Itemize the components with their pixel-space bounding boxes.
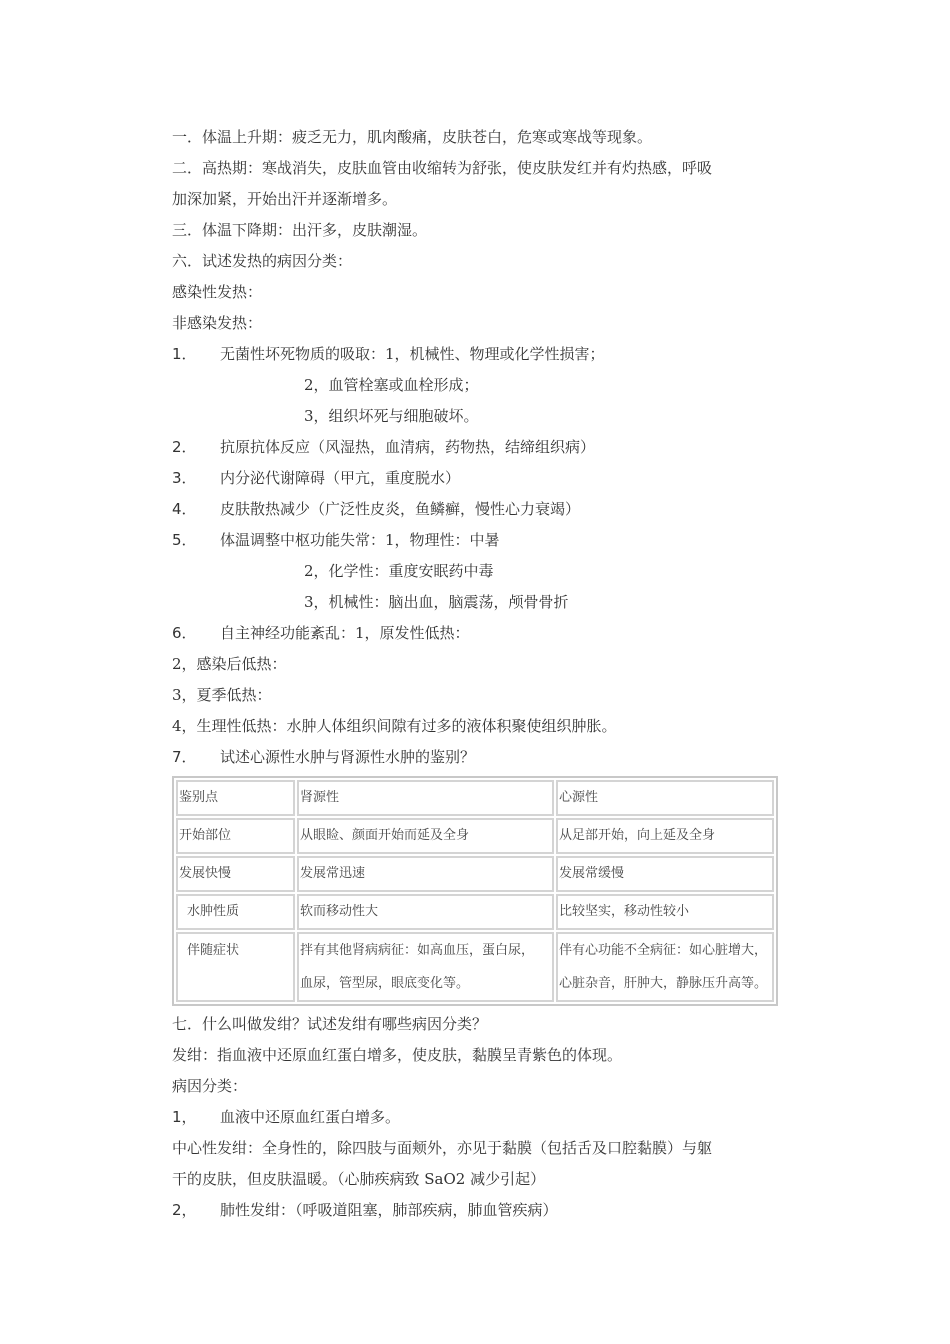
list-subitem: 2，血管栓塞或血栓形成； [304,376,479,394]
paragraph: 加深加紧，开始出汗并逐渐增多。 [172,190,398,208]
table-header-cell: 肾源性 [297,780,554,816]
list-item: 1． 无菌性坏死物质的吸取：1，机械性、物理或化学性损害； [172,345,605,363]
table-cell: 伴随症状 [176,932,295,1002]
paragraph: 非感染发热： [172,314,263,332]
section-heading: 六．试述发热的病因分类： [172,252,353,270]
paragraph: 二．高热期：寒战消失，皮肤血管由收缩转为舒张，使皮肤发红并有灼热感，呼吸 [172,159,713,177]
table-cell: 从足部开始，向上延及全身 [556,818,774,854]
list-subitem: 3，机械性：脑出血，脑震荡，颅骨骨折 [304,593,569,611]
edema-comparison-table [172,776,778,1006]
table-cell: 伴有心功能不全病征：如心脏增大， 心脏杂音，肝肿大，静脉压升高等。 [556,932,774,1002]
list-subitem: 2，化学性：重度安眠药中毒 [304,562,494,580]
table-cell: 水肿性质 [176,894,295,930]
paragraph: 发绀：指血液中还原血红蛋白增多，使皮肤，黏膜呈青紫色的体现。 [172,1046,623,1064]
table-row [176,894,774,930]
table-cell: 发展常迅速 [297,856,554,892]
paragraph: 病因分类： [172,1077,248,1095]
paragraph: 3，夏季低热： [172,686,272,704]
list-item: 2． 抗原抗体反应（风湿热，血清病，药物热，结缔组织病） [172,438,596,456]
table-header-cell: 心源性 [556,780,774,816]
table-header-cell: 鉴别点 [176,780,295,816]
list-item: 1， 血液中还原血红蛋白增多。 [172,1108,401,1126]
table-cell: 发展快慢 [176,856,295,892]
paragraph: 中心性发绀：全身性的，除四肢与面颊外，亦见于黏膜（包括舌及口腔黏膜）与躯 [172,1139,713,1157]
table-header-row [176,780,774,816]
list-item: 2， 肺性发绀：（呼吸道阻塞，肺部疾病，肺血管疾病） [172,1201,558,1219]
list-subitem: 3，组织坏死与细胞破坏。 [304,407,479,425]
table-cell: 软而移动性大 [297,894,554,930]
paragraph: 三．体温下降期：出汗多，皮肤潮湿。 [172,221,428,239]
section-heading: 7． 试述心源性水肿与肾源性水肿的鉴别？ [172,748,476,766]
table-cell: 发展常缓慢 [556,856,774,892]
paragraph: 2，感染后低热： [172,655,287,673]
table-row [176,932,774,1002]
paragraph: 一．体温上升期：疲乏无力，肌肉酸痛，皮肤苍白，危寒或寒战等现象。 [172,128,653,146]
table-cell: 开始部位 [176,818,295,854]
list-item: 3． 内分泌代谢障碍（甲亢，重度脱水） [172,469,461,487]
list-item: 4． 皮肤散热减少（广泛性皮炎，鱼鳞癣，慢性心力衰竭） [172,500,581,518]
list-item: 5． 体温调整中枢功能失常：1，物理性：中暑 [172,531,500,549]
table-cell: 拌有其他肾病病征：如高血压，蛋白尿， 血尿，管型尿，眼底变化等。 [297,932,554,1002]
section-heading: 七．什么叫做发绀？试述发绀有哪些病因分类？ [172,1015,488,1033]
paragraph: 感染性发热： [172,283,263,301]
table-cell: 从眼睑、颜面开始而延及全身 [297,818,554,854]
document-body [172,122,778,1226]
paragraph: 4，生理性低热：水肿人体组织间隙有过多的液体积聚使组织肿胀。 [172,717,617,735]
table-cell: 比较坚实，移动性较小 [556,894,774,930]
table-row [176,856,774,892]
paragraph: 干的皮肤，但皮肤温暖。（心肺疾病致 SaO2 减少引起） [172,1170,546,1188]
table-row [176,818,774,854]
list-item: 6． 自主神经功能紊乱：1，原发性低热： [172,624,470,642]
